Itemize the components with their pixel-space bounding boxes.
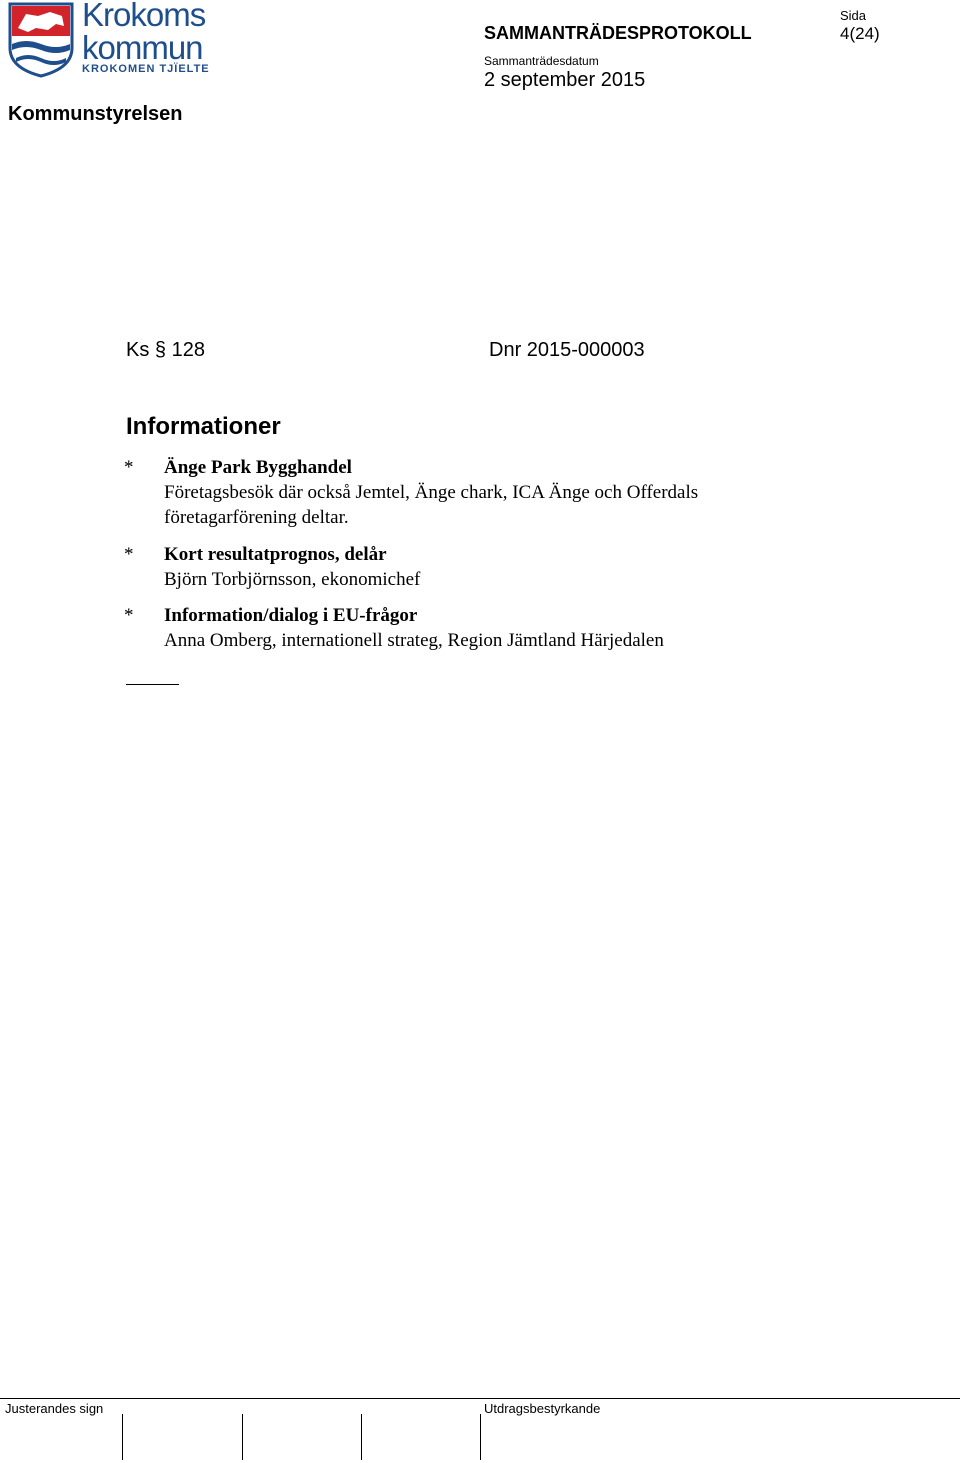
footer-certification-label: Utdragsbestyrkande <box>484 1401 601 1416</box>
logo-text-kommun: kommun <box>82 29 203 66</box>
signature-box-divider <box>361 1414 362 1460</box>
department-name: Kommunstyrelsen <box>8 103 183 125</box>
logo-subtext: KROKOMEN TJÏELTE <box>82 63 210 75</box>
page-number: 4(24) <box>840 24 880 43</box>
footer-signature-label: Justerandes sign <box>5 1401 104 1416</box>
municipality-logo <box>8 2 208 78</box>
footer-rule <box>0 1398 960 1399</box>
signature-box-divider <box>122 1414 123 1460</box>
signature-box-divider <box>242 1414 243 1460</box>
item-text-line: Anna Omberg, internationell strateg, Region Jämtland Härjedalen <box>164 630 664 651</box>
bullet-marker: * <box>124 457 134 478</box>
page-label: Sida <box>840 8 867 23</box>
section-end-rule <box>126 684 179 685</box>
signature-box-divider <box>480 1414 481 1460</box>
meeting-date-label: Sammanträdesdatum <box>484 54 599 68</box>
document-type: SAMMANTRÄDESPROTOKOLL <box>484 23 752 43</box>
case-registration-number: Dnr 2015-000003 <box>489 339 645 361</box>
item-heading: Kort resultatprognos, delår <box>164 544 387 565</box>
item-heading: Information/dialog i EU-frågor <box>164 605 418 626</box>
item-text-line: Björn Torbjörnsson, ekonomichef <box>164 569 421 590</box>
coat-of-arms-icon <box>8 2 74 78</box>
item-heading: Änge Park Bygghandel <box>164 457 352 478</box>
bullet-marker: * <box>124 605 134 626</box>
case-paragraph-number: Ks § 128 <box>126 339 205 361</box>
meeting-date: 2 september 2015 <box>484 69 646 91</box>
item-text-line: Företagsbesök där också Jemtel, Änge chark, ICA Änge och Offerdals <box>164 482 699 503</box>
bullet-marker: * <box>124 544 134 565</box>
section-title: Informationer <box>126 413 281 440</box>
item-text-line: företagarförening deltar. <box>164 507 349 528</box>
logo-text-krokoms: Krokoms <box>82 0 206 33</box>
